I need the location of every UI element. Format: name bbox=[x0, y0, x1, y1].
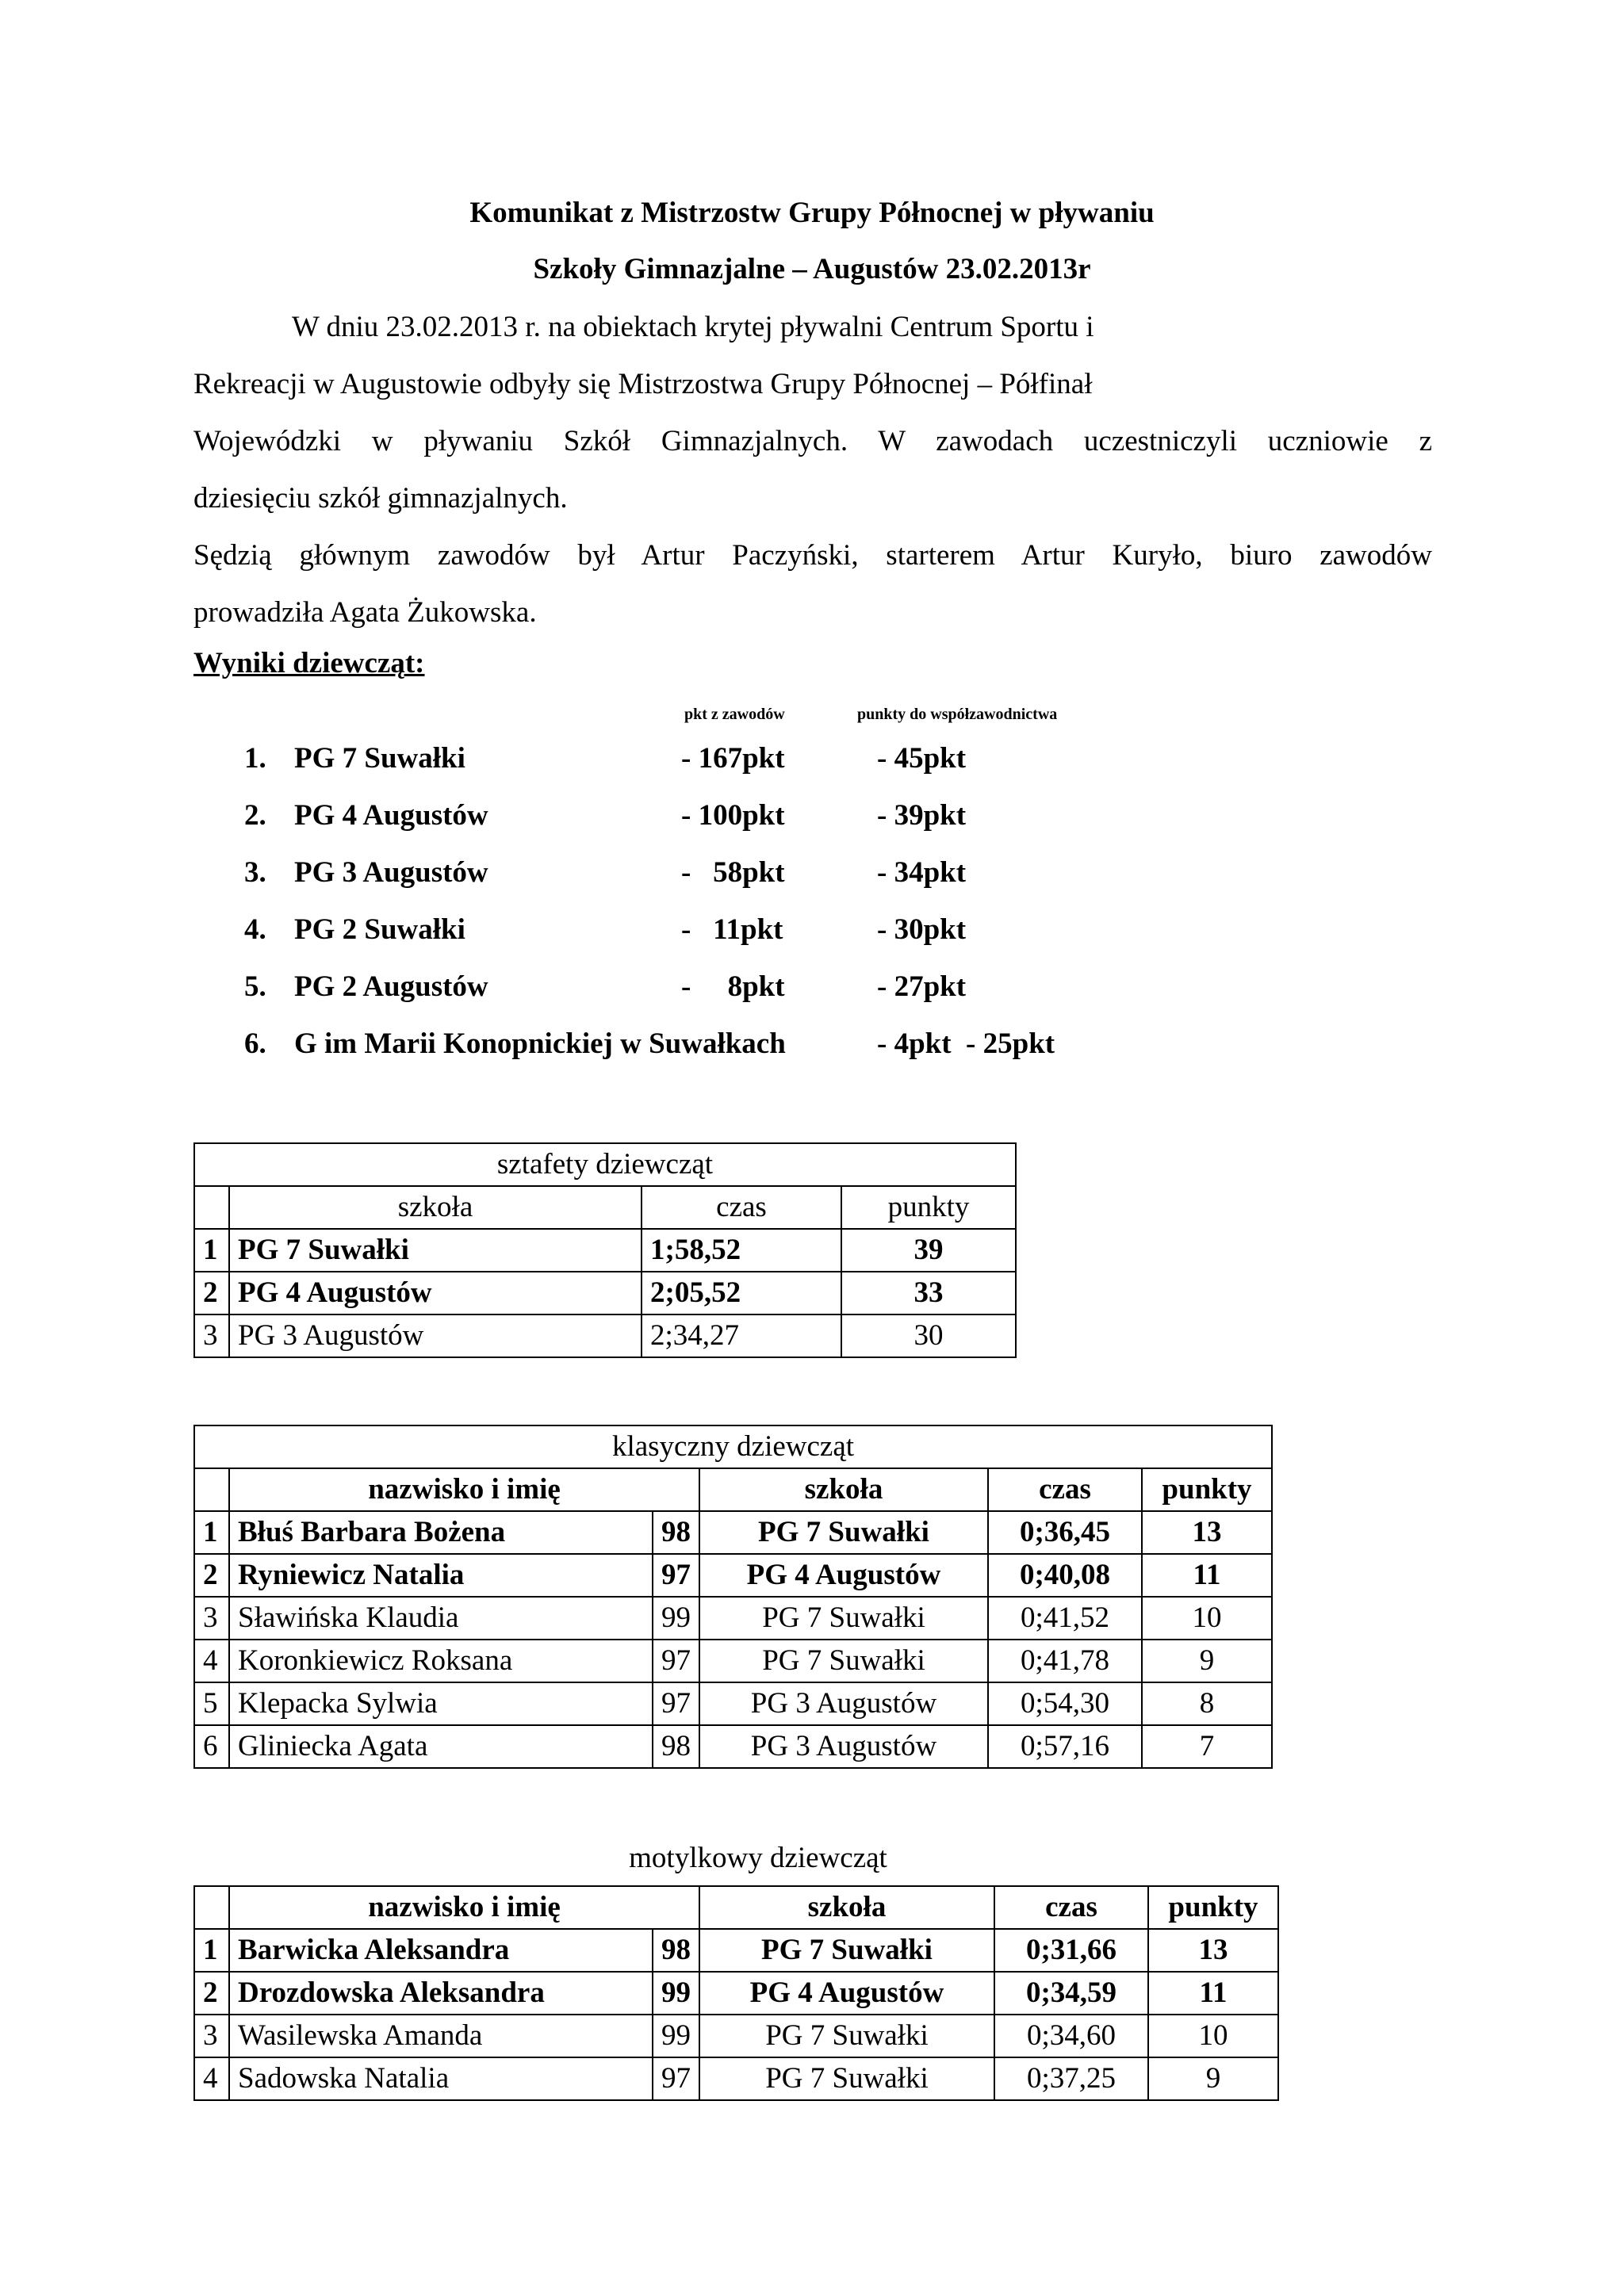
row-number: 1 bbox=[194, 1229, 229, 1272]
row-name: Drozdowska Aleksandra bbox=[229, 1972, 653, 2015]
rank-school: G im Marii Konopnickiej w Suwałkach bbox=[294, 1027, 786, 1060]
rank-competition-points: - 45pkt bbox=[877, 742, 967, 775]
header-name: nazwisko i imię bbox=[229, 1468, 699, 1511]
row-school: PG 7 Suwałki bbox=[699, 1640, 988, 1682]
row-number: 1 bbox=[194, 1929, 229, 1972]
header-school: szkoła bbox=[699, 1886, 994, 1929]
row-name: Sławińska Klaudia bbox=[229, 1597, 653, 1640]
table-row bbox=[194, 2015, 1278, 2057]
row-time: 2;05,52 bbox=[642, 1272, 841, 1314]
row-year: 97 bbox=[653, 1682, 699, 1725]
header-time: czas bbox=[988, 1468, 1142, 1511]
butterfly-table bbox=[193, 1885, 1279, 2101]
row-points: 13 bbox=[1148, 1929, 1278, 1972]
row-year: 99 bbox=[653, 1972, 699, 2015]
row-time: 0;57,16 bbox=[988, 1725, 1142, 1768]
rank-points: - 8pkt bbox=[681, 970, 785, 1003]
row-time: 0;36,45 bbox=[988, 1511, 1142, 1554]
row-number: 3 bbox=[194, 1597, 229, 1640]
row-school: PG 7 Suwałki bbox=[699, 2015, 994, 2057]
row-year: 98 bbox=[653, 1725, 699, 1768]
row-points: 9 bbox=[1142, 1640, 1272, 1682]
row-school: PG 7 Suwałki bbox=[699, 1929, 994, 1972]
header-time: czas bbox=[994, 1886, 1148, 1929]
row-time: 0;34,59 bbox=[994, 1972, 1148, 2015]
rank-competition-points: - 34pkt bbox=[877, 856, 967, 889]
row-time: 0;31,66 bbox=[994, 1929, 1148, 1972]
row-number: 4 bbox=[194, 1640, 229, 1682]
header-school: szkoła bbox=[699, 1468, 988, 1511]
row-time: 0;37,25 bbox=[994, 2057, 1148, 2100]
row-points: 7 bbox=[1142, 1725, 1272, 1768]
row-points: 10 bbox=[1148, 2015, 1278, 2057]
row-time: 0;41,78 bbox=[988, 1640, 1142, 1682]
rank-number: 6. bbox=[244, 1027, 266, 1060]
relay-table bbox=[193, 1142, 1017, 1358]
intro-line-1: W dniu 23.02.2013 r. na obiektach krytej pływalni Centrum Sportu i bbox=[292, 311, 1094, 343]
table-header-row bbox=[194, 1186, 1016, 1229]
row-name: Wasilewska Amanda bbox=[229, 2015, 653, 2057]
rank-number: 2. bbox=[244, 799, 266, 832]
rank-school: PG 7 Suwałki bbox=[294, 742, 465, 775]
row-number: 3 bbox=[194, 2015, 229, 2057]
title-line-2: Szkoły Gimnazjalne – Augustów 23.02.2013r bbox=[533, 253, 1091, 285]
table-header-row bbox=[194, 1886, 1278, 1929]
row-number: 6 bbox=[194, 1725, 229, 1768]
row-year: 97 bbox=[653, 2057, 699, 2100]
table-row bbox=[194, 1972, 1278, 2015]
table-row bbox=[194, 1314, 1016, 1357]
row-school: PG 4 Augustów bbox=[699, 1972, 994, 2015]
table-row bbox=[194, 1511, 1272, 1554]
table-caption-row bbox=[194, 1425, 1272, 1468]
rank-school: PG 3 Augustów bbox=[294, 856, 488, 889]
col-header-points: pkt z zawodów bbox=[684, 706, 785, 723]
header-name: nazwisko i imię bbox=[229, 1886, 699, 1929]
row-number: 2 bbox=[194, 1554, 229, 1597]
rank-competition-points: - 27pkt bbox=[877, 970, 967, 1003]
row-school: PG 7 Suwałki bbox=[699, 1597, 988, 1640]
row-school: PG 7 Suwałki bbox=[699, 1511, 988, 1554]
table-row bbox=[194, 1929, 1278, 1972]
row-year: 98 bbox=[653, 1511, 699, 1554]
row-number: 3 bbox=[194, 1314, 229, 1357]
row-time: 0;34,60 bbox=[994, 2015, 1148, 2057]
rank-school: PG 4 Augustów bbox=[294, 799, 488, 832]
intro-line-3: Wojewódzki w pływaniu Szkół Gimnazjalnych. W zawodach uczestniczyli uczniowie z bbox=[193, 425, 1432, 457]
row-year: 97 bbox=[653, 1640, 699, 1682]
header-cell bbox=[194, 1468, 229, 1511]
row-points: 9 bbox=[1148, 2057, 1278, 2100]
rank-number: 3. bbox=[244, 856, 266, 889]
col-header-competition: punkty do współzawodnictwa bbox=[857, 706, 1058, 723]
butterfly-caption: motylkowy dziewcząt bbox=[629, 1842, 887, 1874]
intro-paragraph bbox=[193, 299, 1432, 641]
rank-points: - 11pkt bbox=[681, 913, 783, 946]
row-points: 11 bbox=[1142, 1554, 1272, 1597]
row-time: 0;54,30 bbox=[988, 1682, 1142, 1725]
row-name: Sadowska Natalia bbox=[229, 2057, 653, 2100]
table-row bbox=[194, 1640, 1272, 1682]
row-points: 8 bbox=[1142, 1682, 1272, 1725]
table-row bbox=[194, 1597, 1272, 1640]
rank-competition-points: - 30pkt bbox=[877, 913, 967, 946]
row-time: 0;40,08 bbox=[988, 1554, 1142, 1597]
table-row bbox=[194, 2057, 1278, 2100]
rank-number: 4. bbox=[244, 913, 266, 946]
row-school: PG 4 Augustów bbox=[699, 1554, 988, 1597]
header-points: punkty bbox=[1142, 1468, 1272, 1511]
row-number: 2 bbox=[194, 1972, 229, 2015]
table-caption-row bbox=[194, 1143, 1016, 1186]
rank-number: 1. bbox=[244, 742, 266, 775]
breaststroke-table bbox=[193, 1425, 1273, 1769]
row-school: PG 4 Augustów bbox=[229, 1272, 642, 1314]
rank-points-combined: - 4pkt - 25pkt bbox=[877, 1027, 1055, 1060]
intro-line-5: Sędzią głównym zawodów był Artur Paczyński, starterem Artur Kuryło, biuro zawodów bbox=[193, 539, 1432, 572]
intro-line-4: dziesięciu szkół gimnazjalnych. bbox=[193, 482, 568, 515]
rank-points: - 100pkt bbox=[681, 799, 785, 832]
row-name: Ryniewicz Natalia bbox=[229, 1554, 653, 1597]
row-name: Koronkiewicz Roksana bbox=[229, 1640, 653, 1682]
table-row bbox=[194, 1229, 1016, 1272]
row-time: 1;58,52 bbox=[642, 1229, 841, 1272]
row-points: 33 bbox=[841, 1272, 1016, 1314]
rank-competition-points: - 39pkt bbox=[877, 799, 967, 832]
rank-points: - 167pkt bbox=[681, 742, 785, 775]
intro-line-6: prowadziła Agata Żukowska. bbox=[193, 596, 537, 629]
row-number: 4 bbox=[194, 2057, 229, 2100]
header-time: czas bbox=[642, 1186, 841, 1229]
header-cell bbox=[194, 1186, 229, 1229]
row-points: 13 bbox=[1142, 1511, 1272, 1554]
relay-caption: sztafety dziewcząt bbox=[194, 1143, 1016, 1186]
row-name: Barwicka Aleksandra bbox=[229, 1929, 653, 1972]
rank-points: - 58pkt bbox=[681, 856, 785, 889]
girls-results-heading: Wyniki dziewcząt: bbox=[193, 647, 425, 679]
row-number: 5 bbox=[194, 1682, 229, 1725]
rank-school: PG 2 Augustów bbox=[294, 970, 488, 1003]
row-name: Gliniecka Agata bbox=[229, 1725, 653, 1768]
row-year: 97 bbox=[653, 1554, 699, 1597]
row-time: 0;41,52 bbox=[988, 1597, 1142, 1640]
table-row bbox=[194, 1682, 1272, 1725]
row-school: PG 3 Augustów bbox=[229, 1314, 642, 1357]
row-school: PG 3 Augustów bbox=[699, 1725, 988, 1768]
row-points: 30 bbox=[841, 1314, 1016, 1357]
table-row bbox=[194, 1725, 1272, 1768]
row-time: 2;34,27 bbox=[642, 1314, 841, 1357]
row-points: 11 bbox=[1148, 1972, 1278, 2015]
rank-number: 5. bbox=[244, 970, 266, 1003]
header-school: szkoła bbox=[229, 1186, 642, 1229]
header-cell bbox=[194, 1886, 229, 1929]
table-row bbox=[194, 1272, 1016, 1314]
row-number: 2 bbox=[194, 1272, 229, 1314]
row-year: 98 bbox=[653, 1929, 699, 1972]
row-number: 1 bbox=[194, 1511, 229, 1554]
row-year: 99 bbox=[653, 2015, 699, 2057]
table-row bbox=[194, 1554, 1272, 1597]
header-points: punkty bbox=[1148, 1886, 1278, 1929]
intro-line-2: Rekreacji w Augustowie odbyły się Mistrzostwa Grupy Północnej – Półfinał bbox=[193, 368, 1093, 400]
title-line-1: Komunikat z Mistrzostw Grupy Północnej w pływaniu bbox=[469, 197, 1155, 229]
header-points: punkty bbox=[841, 1186, 1016, 1229]
row-school: PG 7 Suwałki bbox=[229, 1229, 642, 1272]
row-school: PG 7 Suwałki bbox=[699, 2057, 994, 2100]
row-points: 39 bbox=[841, 1229, 1016, 1272]
rank-school: PG 2 Suwałki bbox=[294, 913, 465, 946]
table-header-row bbox=[194, 1468, 1272, 1511]
row-name: Klepacka Sylwia bbox=[229, 1682, 653, 1725]
row-year: 99 bbox=[653, 1597, 699, 1640]
row-school: PG 3 Augustów bbox=[699, 1682, 988, 1725]
row-name: Błuś Barbara Bożena bbox=[229, 1511, 653, 1554]
row-points: 10 bbox=[1142, 1597, 1272, 1640]
breaststroke-caption: klasyczny dziewcząt bbox=[194, 1425, 1272, 1468]
